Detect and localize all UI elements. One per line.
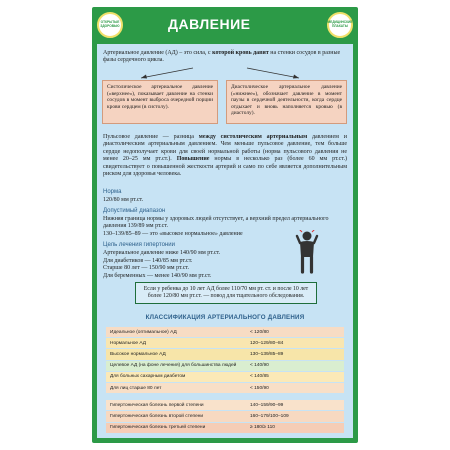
norm-label: Норма <box>103 189 122 195</box>
range-high: 130–139/85–89 — это «высокое нормальное» давление <box>103 231 243 237</box>
poster-card <box>92 7 358 443</box>
pulse-part1: Пульсовое давление — разница <box>103 134 199 140</box>
intro-before: Артериальное давление (АД) – это сила, с <box>103 50 213 56</box>
row-value: < 140/90 <box>250 363 269 369</box>
row-value: < 150/90 <box>250 385 269 391</box>
person-headache-icon <box>295 230 319 274</box>
table-row <box>106 400 344 410</box>
row-value: < 140/85 <box>250 374 269 380</box>
intro-bold: которой кровь давит <box>212 50 269 56</box>
row-value: ≥ 180/≥ 110 <box>250 425 275 431</box>
row-value: 160–179/100–109 <box>250 413 289 419</box>
pulse-part2: давлением и диастолическим артериальным давлением. Чем меньше пульсовое давление, тем больше сердце недополучает крови для своей нормальной работы (норма пульсового давления не менее 20–25 мм рт.ст.). <box>103 134 347 163</box>
table-row <box>106 338 344 348</box>
branch-arrows <box>97 44 353 84</box>
row-value: 120–129/80–84 <box>250 340 284 346</box>
target-line-2: Для диабетиков — 140/85 мм рт.ст. <box>103 257 193 264</box>
row-category: Гипертоническая болезнь второй степени <box>110 413 204 419</box>
row-category: Нормальное АД <box>110 340 146 346</box>
pulse-part3: нормы в несколько раз (более 60 мм рт.ст.) свидетельствует о повышенной жесткости артерий и само по себе является дополнительным риском для здоровья человека. <box>103 156 348 178</box>
row-category: Гипертоническая болезнь третьей степени <box>110 425 206 431</box>
target-label: Цель лечения гипертонии <box>103 242 175 248</box>
row-value: 140–159/90–99 <box>250 402 284 408</box>
range-text: Нижняя граница нормы у здоровых людей отсутствует, а верхний предел артериального давления 139/89 мм рт.ст. <box>103 216 329 230</box>
right-badge-logo <box>327 12 353 38</box>
table-row <box>106 327 344 337</box>
classification-title: КЛАССИФИКАЦИЯ АРТЕРИАЛЬНОГО ДАВЛЕНИЯ <box>145 314 305 321</box>
row-category: Для лиц старше 80 лет <box>110 385 162 391</box>
classification-table <box>106 327 344 434</box>
table-row <box>106 411 344 421</box>
diastolic-box: Диастолическое артериальное давление («нижнее»), обозначает давление в момент паузы в сердечной деятельности, когда сердце отдыхает и вновь наполняется кровью (в диастолу). <box>226 80 347 124</box>
child-note-box: Если у ребенка до 10 лет АД более 110/70 мм рт. ст. и после 10 лет более 120/80 мм рт.ст. — повод для тщательного обследования. <box>135 282 317 304</box>
pulse-bold1: между систолическим артериальным <box>198 134 308 140</box>
left-badge-logo <box>97 12 123 38</box>
row-category: Целевое АД (на фоне лечения) для большинства людей <box>110 363 237 369</box>
row-category: Гипертоническая болезнь первой степени <box>110 402 204 408</box>
poster-header <box>92 7 358 43</box>
range-label: Допустимый диапазон <box>103 208 166 214</box>
pulse-bold2: Повышение <box>176 156 210 163</box>
row-category: Идеальное (оптимальное) АД <box>110 329 177 335</box>
target-line-1: Артериальное давление ниже 140/90 мм рт.ст. <box>103 250 221 256</box>
row-value: < 120/80 <box>250 329 269 335</box>
row-category: Для больных сахарным диабетом <box>110 374 186 380</box>
table-row <box>106 349 344 359</box>
right-badge-text: МЕДИЦИНСКИЕ ПЛАКАТЫ <box>327 20 353 28</box>
intro-after: на стенки сосудов в разные фазы сердечного цикла. <box>103 50 341 64</box>
norm-value: 120/80 мм рт.ст. <box>103 197 144 203</box>
pulse-pressure-text <box>103 134 347 178</box>
table-row <box>106 361 344 371</box>
table-row <box>106 372 344 382</box>
table-row <box>106 423 344 433</box>
page-title: ДАВЛЕНИЕ <box>168 16 251 32</box>
table-row <box>106 383 344 393</box>
row-category: Высокое нормальное АД <box>110 351 166 357</box>
systolic-box: Систолическое артериальное давление («верхнее»), показывает давление на стенки сосудов в момент выброса очередной порции крови сердцем (в систолу). <box>102 80 218 124</box>
target-line-4: Для беременных — менее 140/90 мм рт.ст. <box>103 272 212 279</box>
left-badge-text: ОТКРЫТЫЕ ЗДОРОВЬЮ <box>100 20 120 28</box>
target-line-3: Старше 80 лет — 150/90 мм рт.ст. <box>103 265 190 271</box>
content-panel <box>97 44 353 438</box>
row-value: 130–139/85–89 <box>250 351 284 357</box>
